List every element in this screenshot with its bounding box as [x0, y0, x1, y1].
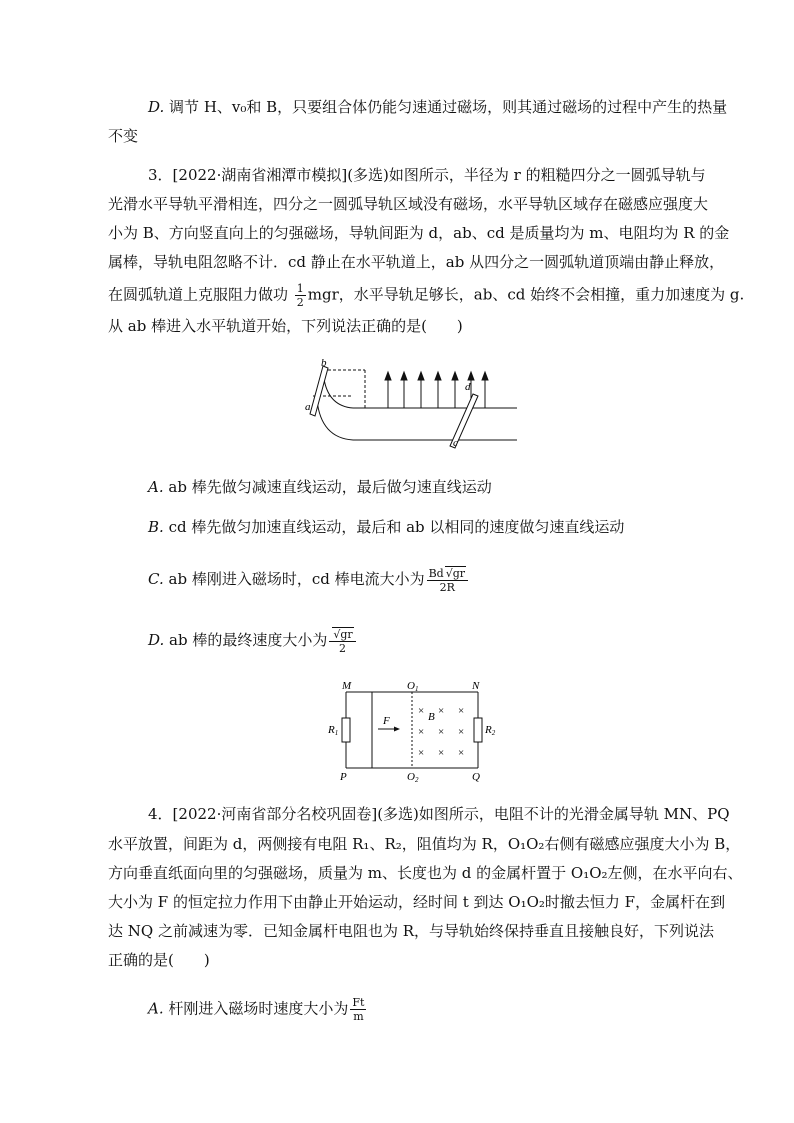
q3-field-arrow-head	[435, 372, 441, 380]
q4-field-cross: ×	[438, 747, 445, 759]
q4-label-m: M	[342, 680, 352, 692]
q3-option-d-letter: D.	[148, 631, 165, 649]
q3-half-fraction	[295, 282, 306, 309]
q4-label-p: P	[340, 771, 347, 782]
q3-label-c: c	[453, 437, 458, 449]
q3-label-a: a	[305, 401, 311, 413]
q4-field-cross: ×	[418, 747, 425, 759]
q4-label-f: F	[383, 715, 390, 727]
q4-label-o1-main: O	[407, 680, 415, 692]
q3-field-arrow-head	[401, 372, 407, 380]
q3-field-arrow-head	[468, 372, 474, 380]
q3-option-a	[148, 477, 492, 497]
q4-field-cross: ×	[438, 705, 445, 717]
q3-option-d-numerator	[329, 627, 355, 642]
q4-resistor-r1	[342, 718, 350, 742]
q3-field-arrow-head	[418, 372, 424, 380]
q3-stem-line-3: 小为 B、方向竖直向上的匀强磁场，导轨间距为 d，ab、cd 是质量均为 m、电阻均为 R 的金	[108, 224, 730, 242]
q4-stem-line-6: 正确的是( )	[108, 951, 210, 969]
q3-stem-line-6: 从 ab 棒进入水平轨道开始，下列说法正确的是( )	[108, 317, 463, 335]
q4-stem-line-5: 达 NQ 之前减速为零．已知金属杆电阻也为 R，与导轨始终保持垂直且接触良好，下列说法	[108, 922, 715, 940]
q4-stem-line-3: 方向垂直纸面向里的匀强磁场，质量为 m、长度也为 d 的金属杆置于 O₁O₂左侧，在水平向右、	[108, 864, 743, 882]
q4-option-a-letter: A.	[148, 999, 164, 1018]
q3-label-b: b	[321, 357, 327, 369]
q3-field-arrow-head	[452, 372, 458, 380]
q4-circuit-figure	[320, 678, 500, 782]
q4-label-o2-sub: 2	[414, 776, 419, 782]
q4-label-o2	[407, 771, 419, 782]
q4-option-a-text: 杆刚进入磁场时速度大小为	[168, 999, 349, 1018]
q4-field-cross: ×	[438, 726, 445, 738]
q3-option-d	[148, 627, 358, 655]
q4-label-q: Q	[472, 771, 480, 782]
q4-field-cross: ×	[458, 747, 465, 759]
q4-option-a-numerator: Ft	[352, 996, 365, 1009]
q3-option-c-denominator: 2R	[439, 581, 455, 594]
q3-option-c-radicand: gr	[452, 567, 466, 580]
q3-option-c-text: ab 棒刚进入磁场时，cd 棒电流大小为	[168, 570, 425, 588]
q4-field-cross: ×	[458, 705, 465, 717]
q3-stem-line-1: 3．[2022·湖南省湘潭市模拟](多选)如图所示，半径为 r 的粗糙四分之一圆弧导轨与	[148, 166, 706, 184]
q4-stem-line-4: 大小为 F 的恒定拉力作用下由静止开始运动，经时间 t 到达 O₁O₂时撤去恒力 F，金属杆在到	[108, 893, 726, 911]
q3-option-d-radicand: gr	[340, 628, 353, 641]
q2-option-d-letter: D.	[148, 98, 165, 116]
q3-option-c-sqrt: √gr	[445, 567, 466, 580]
q3-option-d-sqrt: √gr	[333, 628, 353, 641]
q4-label-r2	[484, 724, 496, 737]
q4-option-a	[148, 996, 368, 1023]
q4-label-n: N	[472, 680, 480, 692]
q4-option-a-fraction	[350, 996, 366, 1023]
q4-label-r1-main: R	[328, 724, 335, 736]
q3-field-arrow-head	[482, 372, 488, 380]
q4-option-a-denominator: m	[353, 1010, 364, 1023]
q3-option-c-numerator	[427, 566, 468, 581]
q4-label-o1	[407, 680, 418, 693]
q3-option-d-text: ab 棒的最终速度大小为	[169, 631, 328, 649]
q4-label-r2-sub: 2	[491, 729, 496, 737]
q4-field-cross: ×	[458, 726, 465, 738]
q3-option-a-letter: A.	[148, 478, 164, 496]
q3-option-d-denominator: 2	[339, 642, 347, 655]
q3-option-c-letter: C.	[148, 570, 164, 588]
q3-stem-line-4: 属棒，导轨电阻忽略不计．cd 静止在水平轨道上，ab 从四分之一圆弧轨道顶端由静止释放，	[108, 253, 725, 271]
q3-option-b-letter: B.	[148, 518, 164, 536]
q4-stem-line-1: 4．[2022·河南省部分名校巩固卷](多选)如图所示，电阻不计的光滑金属导轨 MN、PQ	[148, 805, 730, 823]
q3-option-b	[148, 517, 624, 537]
q4-field-cross: ×	[418, 705, 425, 717]
q3-rail-figure	[295, 356, 525, 456]
q3-option-c-numerator-coeff: Bd	[428, 567, 444, 580]
q3-option-b-text: cd 棒先做匀加速直线运动，最后和 ab 以相同的速度做匀速直线运动	[168, 518, 625, 536]
q3-half-numerator: 1	[296, 282, 304, 295]
q4-stem-line-2: 水平放置，间距为 d，两侧接有电阻 R₁、R₂，阻值均为 R，O₁O₂右侧有磁感应强度大小为 B，	[108, 835, 741, 853]
q3-option-d-fraction	[329, 627, 355, 655]
q2-option-d-line2: 不变	[108, 127, 139, 145]
q4-resistor-r2	[474, 718, 482, 742]
q3-stem-line-2: 光滑水平导轨平滑相连，四分之一圆弧导轨区域没有磁场，水平导轨区域存在磁感应强度大	[108, 195, 709, 213]
q4-label-o2-main: O	[407, 771, 415, 782]
q3-half-denominator: 2	[296, 296, 304, 309]
q4-label-r1-sub: 1	[334, 729, 339, 737]
q3-field-arrow-head	[385, 372, 391, 380]
q2-option-d-line1	[148, 97, 727, 117]
q4-force-arrow-head	[394, 727, 400, 732]
q3-option-c-fraction	[427, 566, 468, 594]
q4-label-b: B	[428, 711, 435, 723]
q3-upper-arc-rail	[323, 370, 353, 408]
q3-label-d: d	[465, 381, 471, 393]
q3-rod-ab	[310, 366, 328, 416]
q4-label-o1-sub: 1	[414, 685, 419, 693]
q4-label-r1	[327, 724, 338, 737]
q3-option-a-text: ab 棒先做匀减速直线运动，最后做匀速直线运动	[168, 478, 492, 496]
q3-option-c	[148, 566, 470, 594]
q3-lower-arc-rail	[317, 400, 353, 440]
q3-stem-line-5-post: mgr，水平导轨足够长，ab、cd 始终不会相撞，重力加速度为 g.	[307, 285, 745, 304]
q3-stem-line-5-pre: 在圆弧轨道上克服阻力做功	[108, 285, 289, 304]
q4-label-r2-main: R	[485, 724, 492, 736]
q2-option-d-text: 调节 H、v₀和 B，只要组合体仍能匀速通过磁场，则其通过磁场的过程中产生的热量	[169, 98, 728, 116]
q3-stem-line-5	[108, 282, 744, 309]
q4-field-cross: ×	[418, 726, 425, 738]
